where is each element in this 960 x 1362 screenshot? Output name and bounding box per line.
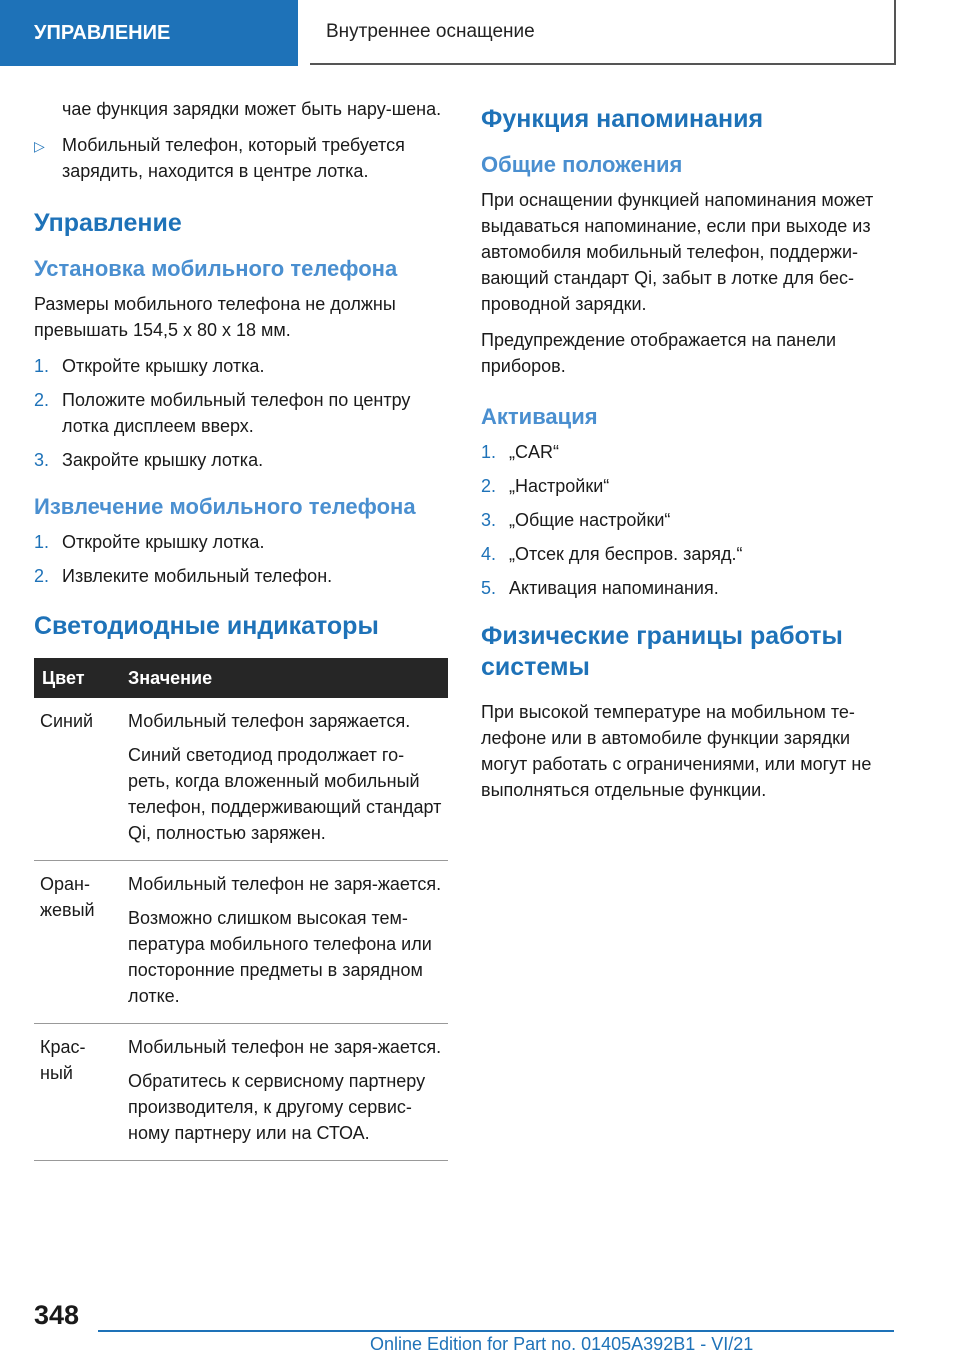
page-number: 348 [34, 1300, 80, 1330]
table-row: Синий Мобильный телефон заряжается. Синий светодиод продолжает го-реть, когда вложенный мобильный телефон, поддерживающий стандарт Qi, полностью заряжен. [34, 698, 448, 861]
section-title: УПРАВЛЕНИЕ [34, 21, 171, 44]
chapter-header [310, 0, 896, 65]
left-column [34, 96, 448, 1161]
table-row: Крас-ный Мобильный телефон не заря-жается. Обратитесь к сервисному партнеру производителя, к другому сервис-ному партнеру или на СТОА. [34, 1024, 448, 1161]
chapter-title: Внутреннее оснащение [326, 20, 535, 42]
warning-text: Предупреждение отображается на панели приборов. [481, 330, 837, 376]
list-item: 2. „Настройки“ [481, 476, 610, 496]
heading-reminder: Функция напоминания [481, 105, 764, 133]
heading-install: Установка мобильного телефона [34, 256, 398, 281]
continued-text: чае функция зарядки может быть нару-шена. [62, 99, 442, 119]
heading-limits: Физические границы работы системы [481, 622, 843, 681]
edition-text: Online Edition for Part no. 01405A392B1 - VI/21 [370, 1334, 754, 1354]
list-item: 1. Откройте крышку лотка. [34, 532, 265, 552]
table-row: Оран-жевый Мобильный телефон не заря-жается. Возможно слишком высокая тем-пература мобильного телефона или посторонние предметы в зарядном лотке. [34, 861, 448, 1024]
heading-general: Общие положения [481, 152, 683, 177]
list-item: 1. Откройте крышку лотка. [34, 356, 265, 376]
list-item: 3. „Общие настройки“ [481, 510, 671, 530]
right-column [481, 96, 901, 803]
list-item: 3. Закройте крышку лотка. [34, 450, 264, 470]
list-item: 1. „CAR“ [481, 442, 559, 462]
footer-divider [98, 1330, 894, 1332]
heading-activation: Активация [481, 404, 598, 429]
column-header-color: Цвет [34, 658, 122, 698]
list-item: 5. Активация напоминания. [481, 578, 719, 598]
heading-led: Светодиодные индикаторы [34, 612, 379, 640]
led-table [34, 658, 448, 1161]
heading-control: Управление [34, 209, 182, 237]
bullet-text: Мобильный телефон, который требуется зарядить, находится в центре лотка. [62, 135, 405, 181]
general-text: При оснащении функцией напоминания может выдаваться напоминание, если при выходе из автомобиля мобильный телефон, поддержи-вающий стандарт Qi, забыт в лотке для бес-проводной зарядки. [481, 190, 874, 314]
install-text: Размеры мобильного телефона не должны превышать 154,5 x 80 x 18 мм. [34, 294, 396, 340]
column-header-meaning: Значение [122, 658, 448, 698]
triangle-bullet-icon: ▷ [34, 138, 45, 154]
bullet-item [34, 132, 448, 184]
heading-remove: Извлечение мобильного телефона [34, 494, 416, 519]
section-tab [0, 0, 298, 66]
list-item: 2. Извлеките мобильный телефон. [34, 566, 333, 586]
list-item: 2. Положите мобильный телефон по центру лотка дисплеем вверх. [34, 390, 411, 436]
limits-text: При высокой температуре на мобильном те-лефоне или в автомобиле функции зарядки могут работать с ограничениями, или могут не выполняться отдельные функции. [481, 702, 872, 800]
list-item: 4. „Отсек для беспров. заряд.“ [481, 544, 743, 564]
